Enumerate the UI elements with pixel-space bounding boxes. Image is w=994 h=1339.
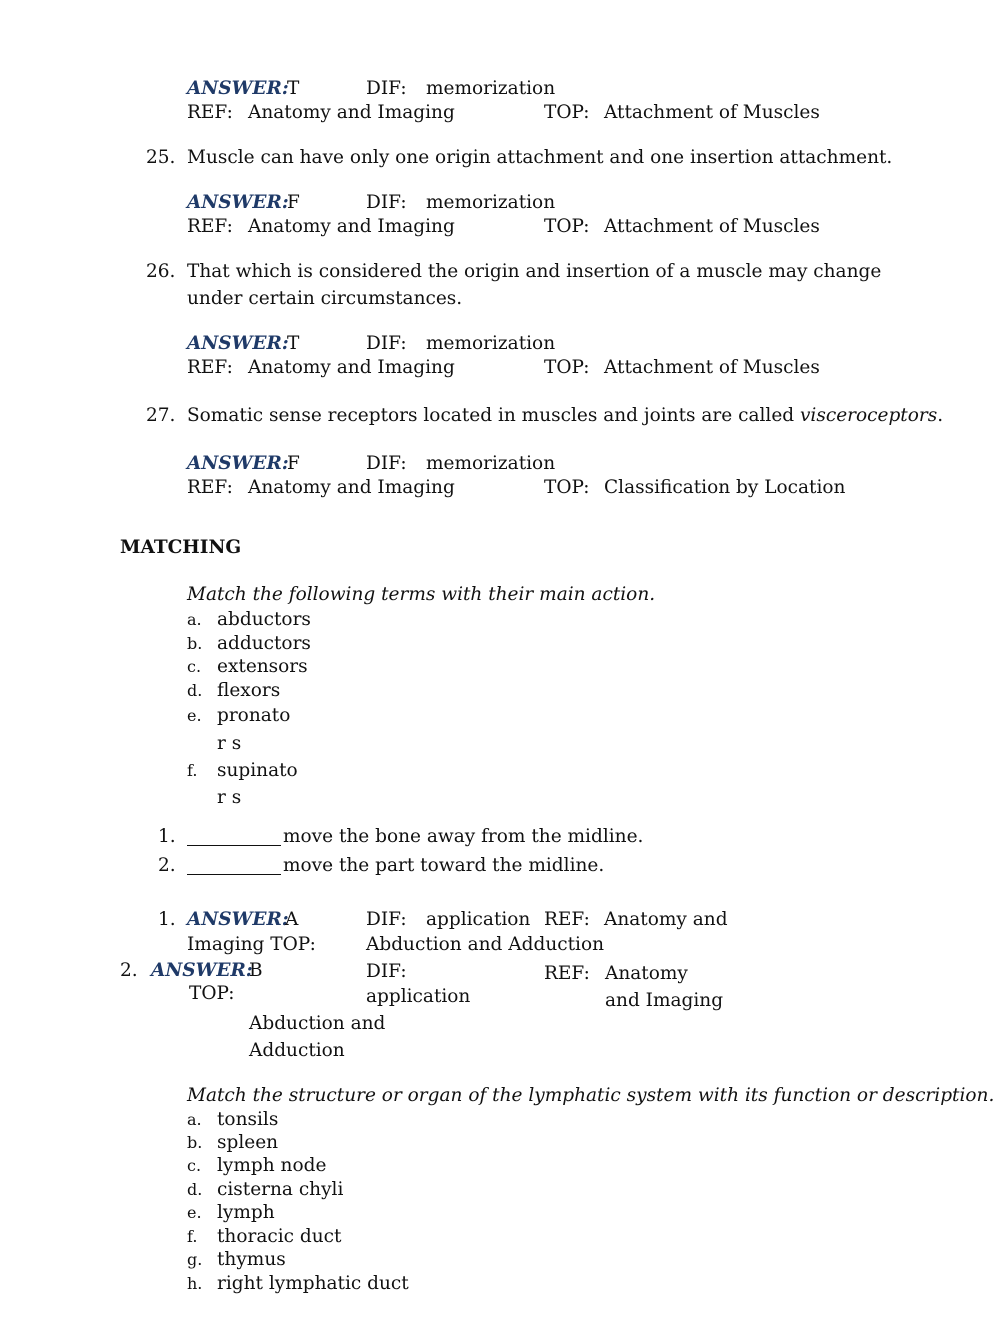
answer-number: 2.	[120, 960, 138, 981]
option-letter: d.	[187, 681, 203, 700]
option-letter: c.	[187, 657, 202, 676]
option-letter: f.	[187, 761, 198, 780]
option-term: spleen	[217, 1132, 279, 1153]
top-label: TOP:	[544, 102, 590, 123]
ref-value: Anatomy and	[604, 909, 728, 930]
top-value: Abduction and	[249, 1013, 386, 1034]
question-text-end: .	[937, 405, 944, 426]
dif-label: DIF:	[366, 333, 407, 354]
ref-value-cont: and Imaging	[605, 990, 724, 1011]
dif-value: memorization	[426, 78, 556, 99]
question-text-term: visceroceptors	[799, 405, 938, 426]
option-letter: e.	[187, 1203, 202, 1222]
question-number: 26.	[146, 261, 176, 282]
matching-instruction: Match the following terms with their main action.	[187, 584, 656, 605]
option-term: pronato	[217, 705, 291, 726]
option-term: thymus	[217, 1249, 286, 1270]
ref-label: REF:	[544, 963, 590, 984]
answer-value: F	[287, 192, 300, 213]
option-term: flexors	[217, 680, 281, 701]
answer-value: T	[287, 333, 300, 354]
option-term: lymph	[217, 1202, 275, 1223]
matching-instruction: Match the structure or organ of the lymphatic system with its function or description.	[187, 1085, 994, 1106]
ref-label: REF:	[187, 216, 233, 237]
question-text: move the part toward the midline.	[283, 855, 605, 876]
answer-label: ANSWER:	[187, 333, 289, 354]
option-letter: c.	[187, 1156, 202, 1175]
top-value: Attachment of Muscles	[604, 216, 820, 237]
option-term-cont: r s	[217, 733, 242, 754]
ref-value: Anatomy and Imaging	[248, 216, 455, 237]
dif-label: DIF:	[366, 453, 407, 474]
top-value: Classification by Location	[604, 477, 846, 498]
top-value: Attachment of Muscles	[604, 357, 820, 378]
answer-value: A	[285, 909, 299, 930]
question-text-line1: That which is considered the origin and insertion of a muscle may change	[187, 261, 882, 282]
option-letter: h.	[187, 1274, 203, 1293]
option-term: supinato	[217, 760, 298, 781]
ref-label: REF:	[187, 357, 233, 378]
answer-value: B	[249, 960, 263, 981]
ref-label: REF:	[544, 909, 590, 930]
dif-label: DIF:	[366, 961, 407, 982]
answer-label: ANSWER:	[187, 909, 289, 930]
dif-label: DIF:	[366, 909, 407, 930]
top-label: TOP:	[189, 983, 235, 1004]
section-heading: MATCHING	[120, 537, 242, 558]
option-term: extensors	[217, 656, 308, 677]
option-term: adductors	[217, 633, 311, 654]
ref-label: REF:	[187, 477, 233, 498]
top-label: TOP:	[544, 216, 590, 237]
option-term: thoracic duct	[217, 1226, 342, 1247]
answer-label: ANSWER:	[187, 192, 289, 213]
answer-label: ANSWER:	[187, 453, 289, 474]
option-term: tonsils	[217, 1109, 279, 1130]
ref-value: Anatomy	[605, 963, 688, 984]
option-letter: e.	[187, 706, 202, 725]
ref-value: Anatomy and Imaging	[248, 357, 455, 378]
answer-label: ANSWER:	[151, 960, 253, 981]
answer-value: T	[287, 78, 300, 99]
answer-number: 1.	[158, 909, 176, 930]
answer-blank	[187, 830, 281, 846]
answer-blank	[187, 859, 281, 875]
top-label: TOP:	[544, 477, 590, 498]
option-letter: b.	[187, 634, 203, 653]
question-text-main: Somatic sense receptors located in muscles and joints are called	[187, 405, 800, 426]
answer-value: F	[287, 453, 300, 474]
option-letter: g.	[187, 1250, 203, 1269]
option-letter: b.	[187, 1133, 203, 1152]
top-value: Abduction and Adduction	[366, 934, 604, 955]
option-letter: f.	[187, 1227, 198, 1246]
dif-value: memorization	[426, 453, 556, 474]
question-number: 25.	[146, 147, 176, 168]
option-term: abductors	[217, 609, 311, 630]
option-letter: d.	[187, 1180, 203, 1199]
option-letter: a.	[187, 610, 202, 629]
option-letter: a.	[187, 1110, 202, 1129]
ref-value: Anatomy and Imaging	[248, 102, 455, 123]
question-text: Muscle can have only one origin attachment and one insertion attachment.	[187, 147, 893, 168]
dif-value: application	[366, 986, 471, 1007]
dif-value: memorization	[426, 333, 556, 354]
question-text-line2: under certain circumstances.	[187, 288, 463, 309]
option-term-cont: r s	[217, 787, 242, 808]
answer-label: ANSWER:	[187, 78, 289, 99]
question-text	[187, 407, 943, 426]
question-number: 1.	[158, 826, 176, 847]
top-value: Attachment of Muscles	[604, 102, 820, 123]
option-term: right lymphatic duct	[217, 1273, 409, 1294]
ref-value-cont: Imaging TOP:	[187, 934, 316, 955]
top-label: TOP:	[544, 357, 590, 378]
question-number: 27.	[146, 405, 176, 426]
dif-value: memorization	[426, 192, 556, 213]
option-term: cisterna chyli	[217, 1179, 344, 1200]
dif-label: DIF:	[366, 192, 407, 213]
ref-label: REF:	[187, 102, 233, 123]
dif-value: application	[426, 909, 531, 930]
dif-label: DIF:	[366, 78, 407, 99]
question-number: 2.	[158, 855, 176, 876]
ref-value: Anatomy and Imaging	[248, 477, 455, 498]
question-text: move the bone away from the midline.	[283, 826, 644, 847]
option-term: lymph node	[217, 1155, 327, 1176]
top-value-cont: Adduction	[249, 1040, 345, 1061]
